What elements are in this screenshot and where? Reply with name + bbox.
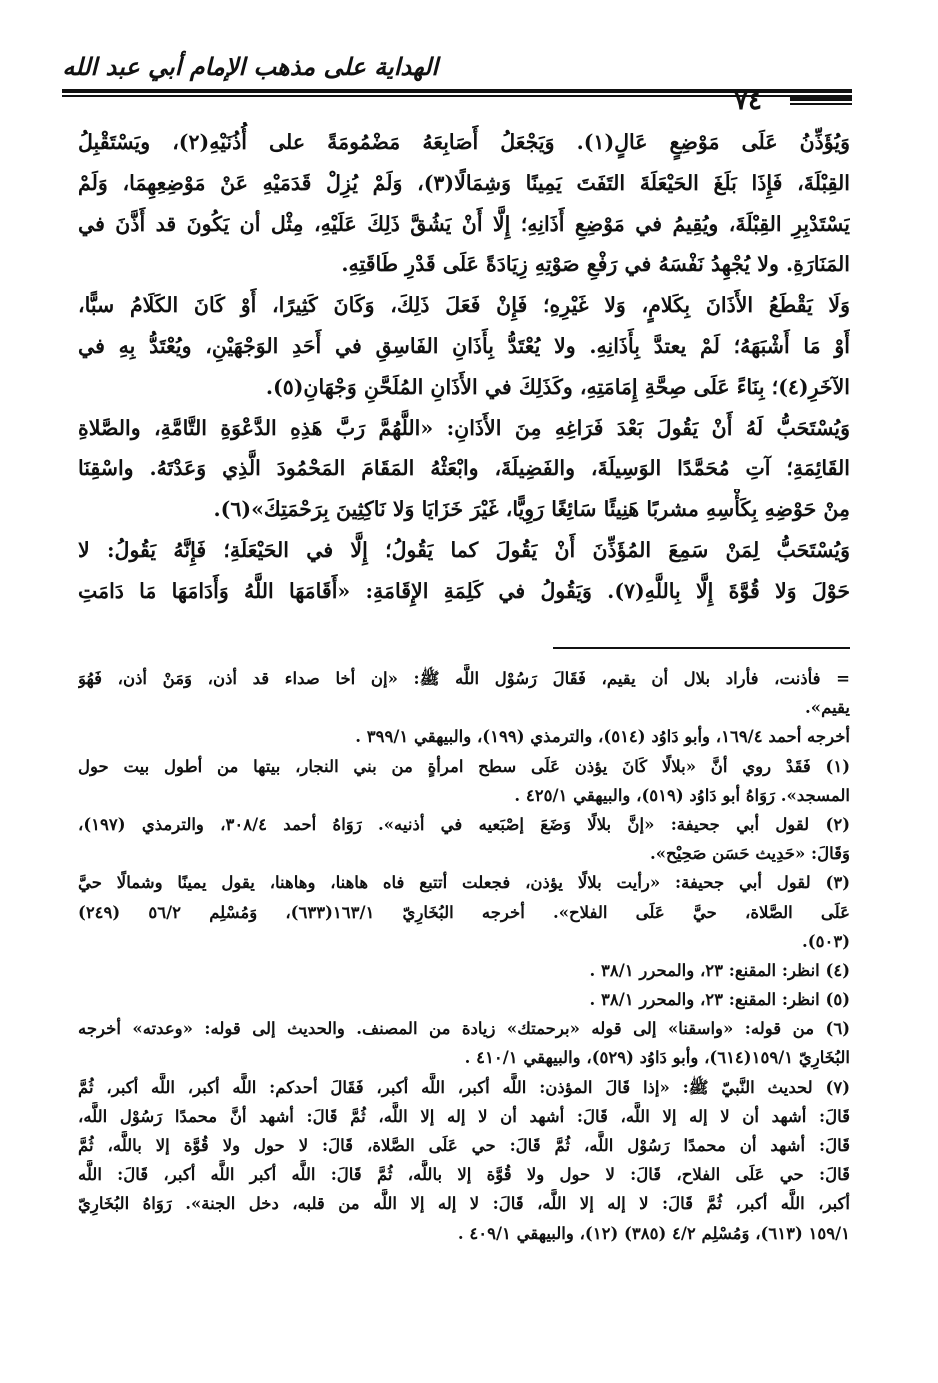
footnote-line: البُخَارِيّ ١٥٩/١(٦١٤)، وأبو دَاوُد (٥٢٩)، والبيهقي ٤١٠/١ . <box>464 1048 850 1068</box>
main-text-line: وَيُؤَذِّنُ عَلَى مَوْضِعٍ عَالٍ(١). وَيَجْعَلُ أَصَابِعَهُ مَضْمُومَةً على أُذُنَيْهِ(٢)، ويَسْتَقْبِلُ <box>78 130 850 154</box>
footnotes <box>78 664 850 1248</box>
footnote-divider <box>553 647 850 649</box>
footnote-line: قَالَ: أشهد أن محمدًا رَسُوْل اللَّه، ثُمَّ قَالَ: حي عَلَى الصَّلاة، قَالَ: لا حول ولا قُوَّة إلا باللَّه، ثُمَّ <box>78 1136 850 1155</box>
footnote-line: (٦) من قوله: «واسقنا» إلى قوله «برحمتك» زيادة من المصنف. والحديث إلى قوله: «وعدته» أخرجه <box>78 1019 850 1039</box>
footnote-line: (٣) لقول أبي جحيفة: «رأيت بلالًا يؤذن، فجعلت أتتبع فاه هاهنا، وهاهنا، يقول يمينًا وشمالًا حيَّ <box>78 873 850 893</box>
main-text-line: وَلَا يَقْطَعُ الأَذَانَ بِكَلامٍ، وَلا غَيْرِهِ؛ فَإِنْ فَعَلَ ذَلِكَ، وَكَانَ كَثِيرًا، أَوْ كَانَ الكَلَامُ سبًّا، <box>78 293 850 318</box>
footnote-line: (٤) انظر: المقنع: ٢٣، والمحرر ٣٨/١ . <box>589 960 850 980</box>
footnote-line: ١٥٩/١ (٦١٣)، وَمُسْلِم ٤/٢ (٣٨٥) (١٢)، والبيهقي ٤٠٩/١ . <box>457 1223 850 1243</box>
page-number-rule-thin <box>790 103 852 105</box>
footnote-line: (٥٠٣). <box>802 931 850 951</box>
footnote-line: قَالَ: حي عَلَى الفلاح، قَالَ: لا حول ولا قُوَّة إلا باللَّه، ثُمَّ قَالَ: اللَّه أكبر اللَّه أكبر، قَالَ: اللَّه <box>78 1165 850 1185</box>
main-text-line: المَنَارَةِ. ولا يُجْهِدُ نَفْسَهُ في رَفْعِ صَوْتِهِ زِيَادَةً عَلَى قَدْرِ طَاقَتِهِ. <box>341 252 850 277</box>
footnote-line: (١) فَقَدْ روي أنَّ «بلالًا كَانَ يؤذن عَلَى سطح امرأةٍ من بني النجار، بيتها من أطول بيت حول <box>78 756 850 776</box>
footnote-line: المسجد». رَوَاهُ أبو دَاوُد (٥١٩)، والبيهقي ٤٢٥/١ . <box>514 785 850 805</box>
footnote-line: يقيم». <box>805 698 850 718</box>
main-text-line: حَوْلَ وَلا قُوَّةَ إِلَّا بِاللَّهِ(٧). وَيَقُولُ في كَلِمَةِ الإِقَامَةِ: «أَقَامَهَا اللَّهُ وَأَدَامَهَا مَا دَامَتِ <box>78 578 850 603</box>
footnote-line: وَقَالَ: «حَدِيث حَسَن صَحِيْح». <box>650 844 850 864</box>
page-number-rule-thick <box>790 97 852 101</box>
main-text-line: مِنْ حَوْضِهِ بِكَأْسِهِ مشربًا هَنِيئًا سَائِغًا رَوِيًّا، غَيْرَ خَزَايَا وَلا نَاكِثِينَ بِرَحْمَتِكَ»(٦). <box>213 497 850 522</box>
footnote-line: (٢) لقول أبي جحيفة: «إنَّ بلالًا وَضَعَ إصْبَعيه في أذنيه». رَوَاهُ أحمد ٣٠٨/٤، والترمذي (١٩٧)، <box>78 814 850 834</box>
main-text-line: وَيُسْتَحَبُّ لَهُ أَنْ يَقُولَ بَعْدَ فَرَاغِهِ مِنَ الأَذَانِ: «اللَّهُمَّ رَبَّ هَذِهِ الدَّعْوَةِ التَّامَّةِ، والصَّلاةِ <box>78 415 850 440</box>
page-number: ٧٤ <box>734 86 762 116</box>
main-text-line: يَسْتَدْبِرِ القِبْلَةَ، ويُقِيمُ في مَوْضِعِ أَذَانِهِ؛ إِلَّا أَنْ يَشُقَّ ذَلِكَ عَلَيْهِ، مِثْل أن يَكُونَ قد أَذَّنَ في <box>78 211 850 236</box>
page-header-title: الهداية على مذهب الإمام أبي عبد الله <box>62 52 438 81</box>
footnote-line: = فأذنت، فأراد بلال أن يقيم، فَقَالَ رَسُوْل اللَّه ﷺ: «إن أخا صداء قد أذن، وَمَنْ أذن، فَهُوَ <box>78 669 850 688</box>
footnote-line: (٥) انظر: المقنع: ٢٣، والمحرر ٣٨/١ . <box>589 990 850 1010</box>
main-text-line: أَوْ مَا أَشْبَهَهُ؛ لَمْ يعتدَّ بِأَذَانِهِ. ولا يُعْتَدُّ بِأَذَانِ الفَاسِقِ في أَحَدِ الوَجْهَيْنِ، ويُعْتَدُّ بِهِ في <box>78 333 850 358</box>
footnote-line: أخرجه أحمد ١٦٩/٤، وأبو دَاوُد (٥١٤)، والترمذي (١٩٩)، والبيهقي ٣٩٩/١ . <box>355 727 850 747</box>
footnote-line: قَالَ: أشهد أن لا إله إلا اللَّه، قَالَ: أشهد أن لا إله إلا اللَّه، ثُمَّ قَالَ: أشهد أنَّ محمدًا رَسُوْل اللَّه، <box>78 1106 850 1126</box>
main-text-body <box>78 122 850 612</box>
footnote-line: أكبر، اللَّه أكبر، ثُمَّ قَالَ: لا إله إلا اللَّه، قَالَ: لا إله إلا اللَّه من قلبه، دخل الجنة». رَوَاهُ البُخَارِيّ <box>78 1194 850 1214</box>
footnote-line: عَلَى الصَّلاة، حيَّ عَلَى الفلاح». أخرجه البُخَارِيّ ١٦٣/١(٦٣٣)، وَمُسْلِم ٥٦/٢ (٢٤٩) <box>78 902 850 922</box>
main-text-line: القِبْلَةَ، فَإِذَا بَلَغَ الحَيْعَلَةَ التَفَتَ يَمِينًا وَشِمَالًا(٣)، وَلَمْ يُزِلْ قَدَمَيْهِ عَنْ مَوْضِعِهِمَا، وَلَمْ <box>78 170 850 195</box>
main-text-line: وَيُسْتَحَبُّ لِمَنْ سَمِعَ المُؤَذِّنَ أَنْ يَقُولَ كما يَقُولُ؛ إِلَّا في الحَيْعَلَةِ؛ فَإِنَّهُ يَقُولُ: لا <box>78 537 850 562</box>
main-text-line: القَائِمَةِ؛ آتِ مُحَمَّدًا الوَسِيلَةَ، والفَضِيلَةَ، وابْعَثْهُ المَقَامَ المَحْمُودَ الَّذِي وَعَدْتَهُ. واسْقِنَا <box>78 456 850 481</box>
footnote-line: (٧) لحديث النَّبيّ ﷺ: «إذا قَالَ المؤذن: اللَّه أكبر، اللَّه أكبر، فَقَالَ أحدكم: اللَّه أكبر، اللَّه أكبر، ثُمَّ <box>78 1077 850 1097</box>
main-text-line: الآخَرِ(٤)؛ بِنَاءً عَلَى صِحَّةِ إِمَامَتِهِ، وكَذَلِكَ في الأَذَانِ المُلَحَّنِ وَجْهَانِ(٥). <box>265 374 850 399</box>
